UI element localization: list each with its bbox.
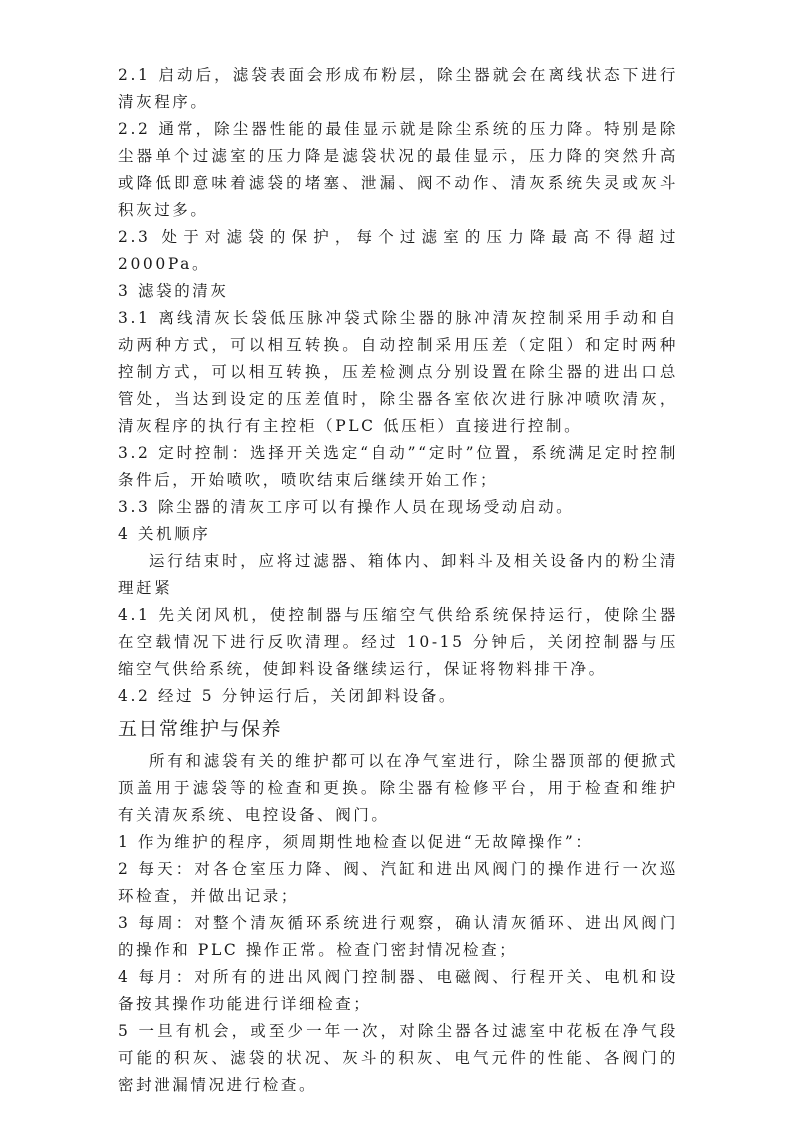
paragraph-maintenance-2-daily: 2 每天：对各仓室压力降、阀、汽缸和进出风阀门的操作进行一次巡环检查，并做出记录； bbox=[118, 860, 678, 905]
paragraph-maintenance-1: 1 作为维护的程序，须周期性地检查以促进“无故障操作”： bbox=[118, 833, 594, 851]
paragraph-3-1: 3.1 离线清灰长袋低压脉冲袋式除尘器的脉冲清灰控制采用手动和自动两种方式，可以相互转换。自动控制采用压差（定阻）和定时两种控制方式，可以相互转换，压差检测点分别设置在除尘器的进出口总管处，当达到设定的压差值时，除尘器各室依次进行脉冲喷吹清灰，清灰程序的执行有主控柜（PLC 低压柜）直接进行控制。 bbox=[118, 309, 678, 435]
paragraph-3-3: 3.3 除尘器的清灰工序可以有操作人员在现场受动启动。 bbox=[118, 498, 575, 516]
paragraph-maintenance-4-monthly: 4 每月：对所有的进出风阀门控制器、电磁阀、行程开关、电机和设备按其操作功能进行详细检查； bbox=[118, 968, 678, 1013]
paragraph-maintenance-intro: 所有和滤袋有关的维护都可以在净气室进行，除尘器顶部的便掀式顶盖用于滤袋等的检查和更换。除尘器有检修平台，用于检查和维护有关清灰系统、电控设备、阀门。 bbox=[118, 752, 678, 824]
document-page bbox=[118, 62, 678, 1099]
subheading-4-shutdown-sequence: 4 关机顺序 bbox=[118, 525, 211, 543]
subheading-3-bag-cleaning: 3 滤袋的清灰 bbox=[118, 282, 229, 300]
paragraph-2-3: 2.3 处于对滤袋的保护，每个过滤室的压力降最高不得超过 2000Pa。 bbox=[118, 228, 678, 273]
section-heading-maintenance: 五日常维护与保养 bbox=[118, 718, 283, 740]
paragraph-4-1: 4.1 先关闭风机，使控制器与压缩空气供给系统保持运行，使除尘器在空载情况下进行反吹清理。经过 10-15 分钟后，关闭控制器与压缩空气供给系统，使卸料设备继续运行，保证将物料排干净。 bbox=[118, 606, 678, 678]
paragraph-2-1: 2.1 启动后，滤袋表面会形成布粉层，除尘器就会在离线状态下进行清灰程序。 bbox=[118, 66, 678, 111]
paragraph-4-2: 4.2 经过 5 分钟运行后，关闭卸料设备。 bbox=[118, 687, 457, 705]
paragraph-3-2: 3.2 定时控制：选择开关选定“自动”“定时”位置，系统满足定时控制条件后，开始喷吹，喷吹结束后继续开始工作； bbox=[118, 444, 678, 489]
paragraph-maintenance-5-yearly: 5 一旦有机会，或至少一年一次，对除尘器各过滤室中花板在净气段可能的积灰、滤袋的状况、灰斗的积灰、电气元件的性能、各阀门的密封泄漏情况进行检查。 bbox=[118, 1022, 678, 1094]
paragraph-2-2: 2.2 通常，除尘器性能的最佳显示就是除尘系统的压力降。特别是除尘器单个过滤室的压力降是滤袋状况的最佳显示，压力降的突然升高或降低即意味着滤袋的堵塞、泄漏、阀不动作、清灰系统失灵或灰斗积灰过多。 bbox=[118, 120, 678, 219]
paragraph-4-intro: 运行结束时，应将过滤器、箱体内、卸料斗及相关设备内的粉尘清理赶紧 bbox=[118, 552, 678, 597]
paragraph-maintenance-3-weekly: 3 每周：对整个清灰循环系统进行观察，确认清灰循环、进出风阀门的操作和 PLC 操作正常。检查门密封情况检查； bbox=[118, 914, 678, 959]
